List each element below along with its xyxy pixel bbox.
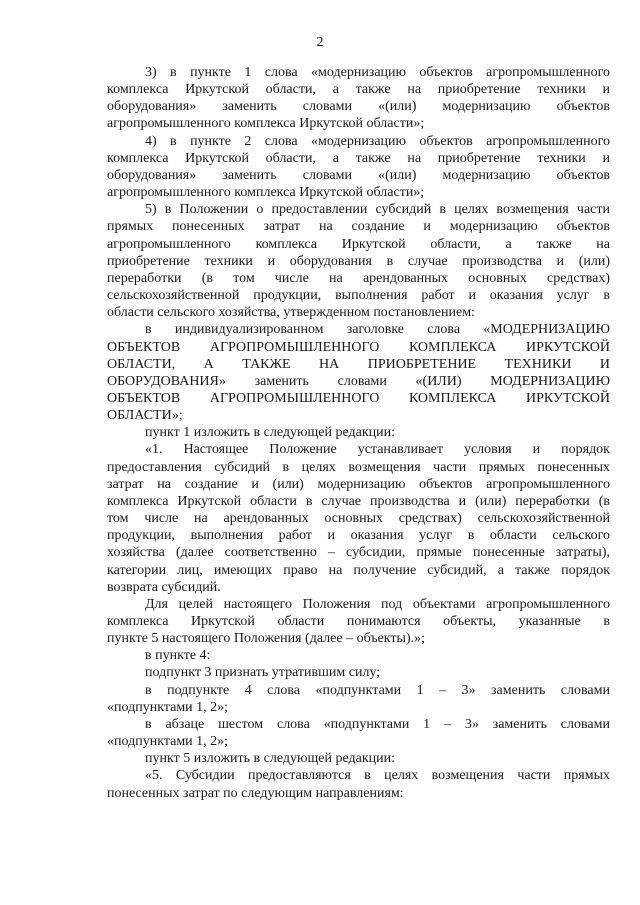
text-line: оборудования» заменить словами «(или) модернизацию объектов bbox=[107, 167, 610, 183]
text-line: затрат на создание и (или) модернизацию объектов агропромышленного bbox=[107, 476, 610, 492]
paragraph bbox=[107, 750, 610, 767]
paragraph bbox=[107, 424, 610, 441]
text-line: 4) в пункте 2 слова «модернизацию объектов агропромышленного bbox=[145, 133, 610, 149]
text-line: ОБЪЕКТОВ АГРОПРОМЫШЛЕННОГО КОМПЛЕКСА ИРКУТСКОЙ bbox=[107, 390, 610, 406]
text-line: Для целей настоящего Положения под объектами агропромышленного bbox=[145, 596, 610, 612]
text-line: «подпунктами 1, 2»; bbox=[107, 699, 229, 715]
page-number: 2 bbox=[316, 35, 324, 50]
text-line: комплекса Иркутской области, а также на приобретение техники и bbox=[107, 150, 610, 166]
paragraph bbox=[107, 201, 610, 321]
text-line: в индивидуализированном заголовке слова «МОДЕРНИЗАЦИЮ bbox=[145, 322, 610, 338]
paragraph bbox=[107, 441, 610, 595]
text-line: приобретение техники и оборудования в случае производства и (или) bbox=[107, 253, 610, 269]
text-line: комплекса Иркутской области в случае производства и (или) переработки (в bbox=[107, 493, 610, 509]
text-line: агропромышленного комплекса Иркутской области»; bbox=[107, 116, 425, 132]
text-line: «1. Настоящее Положение устанавливает условия и порядок bbox=[145, 442, 610, 458]
text-line: «подпунктами 1, 2»; bbox=[107, 734, 229, 750]
text-line: комплекса Иркутской области, а также на приобретение техники и bbox=[107, 82, 610, 98]
text-line: продукции, выполнения работ и оказания услуг в области сельского bbox=[107, 528, 610, 544]
paragraph bbox=[107, 664, 610, 681]
text-line: агропромышленного комплекса Иркутской области»; bbox=[107, 185, 425, 201]
text-line: в пункте 4: bbox=[145, 648, 211, 664]
paragraph bbox=[107, 596, 610, 647]
paragraph bbox=[107, 133, 610, 202]
text-line: ОБЛАСТИ, А ТАКЖЕ НА ПРИОБРЕТЕНИЕ ТЕХНИКИ И bbox=[107, 356, 610, 372]
text-line: предоставления субсидий в целях возмещения части прямых понесенных bbox=[107, 459, 610, 475]
text-line: хозяйства (далее соответственно – субсидии, прямые понесенные затраты), bbox=[107, 545, 610, 561]
text-line: агропромышленного комплекса Иркутской области, а также на bbox=[107, 236, 610, 252]
text-line: пункт 1 изложить в следующей редакции: bbox=[145, 425, 395, 441]
text-line: ОБОРУДОВАНИЯ» заменить словами «(ИЛИ) МОДЕРНИЗАЦИЮ bbox=[107, 373, 610, 389]
text-line: возврата субсидий. bbox=[107, 579, 221, 595]
text-line: 5) в Положении о предоставлении субсидий в целях возмещения части bbox=[145, 202, 610, 218]
text-line: ОБЪЕКТОВ АГРОПРОМЫШЛЕННОГО КОМПЛЕКСА ИРКУТСКОЙ bbox=[107, 339, 610, 355]
text-line: комплекса Иркутской области понимаются объекты, указанные в bbox=[107, 614, 610, 629]
paragraph bbox=[107, 716, 610, 750]
text-line: переработки (в том числе на арендованных основных средствах) bbox=[107, 270, 610, 286]
text-line: прямых понесенных затрат на создание и модернизацию объектов bbox=[107, 219, 610, 235]
text-line: ОБЛАСТИ»; bbox=[107, 408, 183, 424]
paragraph bbox=[107, 64, 610, 133]
text-line: сельскохозяйственной продукции, выполнения работ и оказания услуг в bbox=[107, 288, 610, 304]
text-line: категории лиц, имеющих право на получение субсидий, а также порядок bbox=[107, 562, 610, 578]
paragraph bbox=[107, 321, 610, 424]
paragraph bbox=[107, 682, 610, 716]
paragraph bbox=[107, 767, 610, 801]
text-line: области сельского хозяйства, утвержденном постановлением: bbox=[107, 305, 475, 321]
document-body bbox=[107, 64, 610, 802]
text-line: в абзаце шестом слова «подпунктами 1 – 3» заменить словами bbox=[145, 716, 610, 732]
paragraph bbox=[107, 647, 610, 664]
text-line: 3) в пункте 1 слова «модернизацию объектов агропромышленного bbox=[145, 65, 610, 80]
text-line: подпункт 3 признать утратившим силу; bbox=[145, 665, 381, 681]
text-line: понесенных затрат по следующим направлениям: bbox=[107, 785, 404, 801]
text-line: пункте 5 настоящего Положения (далее – объекты).»; bbox=[107, 631, 425, 647]
text-line: в подпункте 4 слова «подпунктами 1 – 3» заменить словами bbox=[145, 682, 610, 698]
text-line: «5. Субсидии предоставляются в целях возмещения части прямых bbox=[145, 768, 610, 784]
text-line: пункт 5 изложить в следующей редакции: bbox=[145, 751, 395, 767]
text-line: том числе на арендованных основных средствах) сельскохозяйственной bbox=[107, 511, 610, 527]
text-line: оборудования» заменить словами «(или) модернизацию объектов bbox=[107, 99, 610, 115]
